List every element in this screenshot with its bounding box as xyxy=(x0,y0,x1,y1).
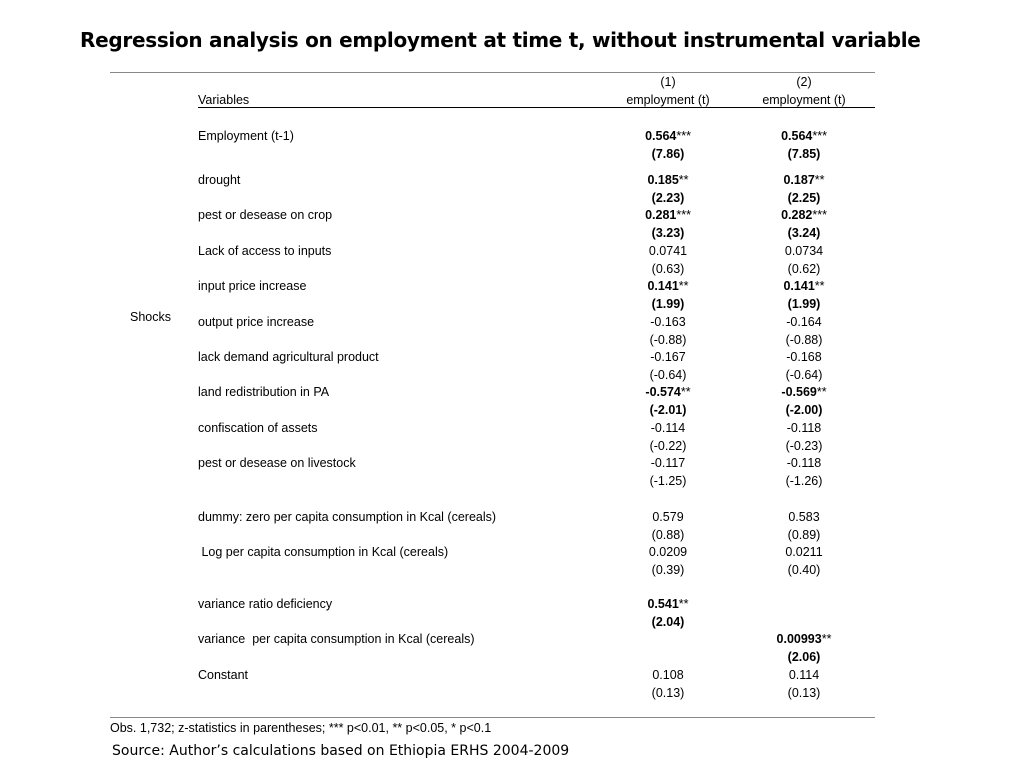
coef-col1: 0.141** xyxy=(647,279,689,293)
table-bottom-rule xyxy=(110,717,875,718)
zstat-col2: (2.06) xyxy=(787,650,821,664)
zstat-col2: (3.24) xyxy=(787,226,821,240)
row-label: pest or desease on crop xyxy=(198,208,333,222)
row-label: dummy: zero per capita consumption in Kcal (cereals) xyxy=(198,510,497,524)
coef-col2: 0.187** xyxy=(783,173,825,187)
coef-col1: 0.185** xyxy=(647,173,689,187)
coef-col1: 0.108 xyxy=(652,668,684,682)
zstat-col1: (-0.22) xyxy=(649,439,687,453)
row-label: pest or desease on livestock xyxy=(198,456,356,470)
coef-col2: 0.282*** xyxy=(781,208,827,222)
column-2-header: employment (t) xyxy=(762,93,846,107)
coef-col1: -0.163 xyxy=(650,315,686,329)
zstat-col1: (-0.88) xyxy=(649,333,687,347)
coef-col2: 0.00993** xyxy=(776,632,832,646)
coef-col1: 0.281*** xyxy=(645,208,691,222)
zstat-col1: (0.13) xyxy=(651,686,685,700)
coef-col2: -0.118 xyxy=(786,421,822,435)
coef-col2: 0.114 xyxy=(788,668,820,682)
row-label: land redistribution in PA xyxy=(198,385,330,399)
coef-col2: -0.569** xyxy=(781,385,827,399)
coef-col2: 0.564*** xyxy=(781,129,827,143)
coef-col1: -0.167 xyxy=(650,350,686,364)
row-label: variance ratio deficiency xyxy=(198,597,333,611)
coef-col2: 0.0734 xyxy=(784,244,824,258)
zstat-col2: (1.99) xyxy=(787,297,821,311)
row-label: lack demand agricultural product xyxy=(198,350,379,364)
source-caption: Source: Author’s calculations based on Ethiopia ERHS 2004-2009 xyxy=(112,743,570,759)
row-label: input price increase xyxy=(198,279,307,293)
coef-col1: 0.564*** xyxy=(645,129,691,143)
zstat-col1: (2.23) xyxy=(651,191,685,205)
coef-col1: 0.0209 xyxy=(648,545,688,559)
coef-col2: -0.164 xyxy=(786,315,822,329)
table-note: Obs. 1,732; z-statistics in parentheses; *** p<0.01, ** p<0.05, * p<0.1 xyxy=(110,721,492,735)
row-label: Constant xyxy=(198,668,249,682)
zstat-col1: (0.39) xyxy=(651,563,685,577)
zstat-col1: (-0.64) xyxy=(649,368,687,382)
zstat-col2: (-0.23) xyxy=(785,439,823,453)
header-rule xyxy=(198,107,875,108)
zstat-col2: (0.89) xyxy=(787,528,821,542)
zstat-col1: (1.99) xyxy=(651,297,685,311)
zstat-col2: (-0.64) xyxy=(785,368,823,382)
zstat-col1: (2.04) xyxy=(651,615,685,629)
zstat-col2: (0.62) xyxy=(787,262,821,276)
zstat-col2: (-0.88) xyxy=(785,333,823,347)
row-label: drought xyxy=(198,173,241,187)
zstat-col1: (-2.01) xyxy=(649,403,687,417)
zstat-col2: (2.25) xyxy=(787,191,821,205)
coef-col2: 0.583 xyxy=(788,510,820,524)
row-label: Employment (t-1) xyxy=(198,129,294,143)
coef-col2: 0.141** xyxy=(783,279,825,293)
coef-col1: 0.0741 xyxy=(648,244,688,258)
column-1-number: (1) xyxy=(660,75,676,89)
zstat-col2: (-2.00) xyxy=(785,403,823,417)
coef-col1: -0.574** xyxy=(645,385,691,399)
zstat-col1: (0.63) xyxy=(651,262,685,276)
row-label: confiscation of assets xyxy=(198,421,318,435)
zstat-col2: (7.85) xyxy=(787,147,821,161)
coef-col1: 0.579 xyxy=(652,510,684,524)
column-2-number: (2) xyxy=(796,75,812,89)
zstat-col1: (7.86) xyxy=(651,147,685,161)
zstat-col1: (0.88) xyxy=(651,528,685,542)
coef-col1: 0.541** xyxy=(647,597,689,611)
table-top-rule xyxy=(110,72,875,73)
coef-col1: -0.114 xyxy=(650,421,686,435)
zstat-col2: (-1.26) xyxy=(785,474,823,488)
zstat-col2: (0.40) xyxy=(787,563,821,577)
row-label: Lack of access to inputs xyxy=(198,244,332,258)
zstat-col2: (0.13) xyxy=(787,686,821,700)
row-label: variance per capita consumption in Kcal (cereals) xyxy=(198,632,475,646)
row-label: Log per capita consumption in Kcal (cereals) xyxy=(198,545,449,559)
shocks-group-label: Shocks xyxy=(130,310,171,324)
coef-col2: -0.118 xyxy=(786,456,822,470)
coef-col2: -0.168 xyxy=(786,350,822,364)
slide-title: Regression analysis on employment at time t, without instrumental variable xyxy=(80,28,921,52)
coef-col2: 0.0211 xyxy=(785,545,823,559)
coef-col1: -0.117 xyxy=(650,456,686,470)
zstat-col1: (3.23) xyxy=(651,226,685,240)
variables-header: Variables xyxy=(198,93,250,107)
row-label: output price increase xyxy=(198,315,315,329)
column-1-header: employment (t) xyxy=(626,93,710,107)
zstat-col1: (-1.25) xyxy=(649,474,687,488)
